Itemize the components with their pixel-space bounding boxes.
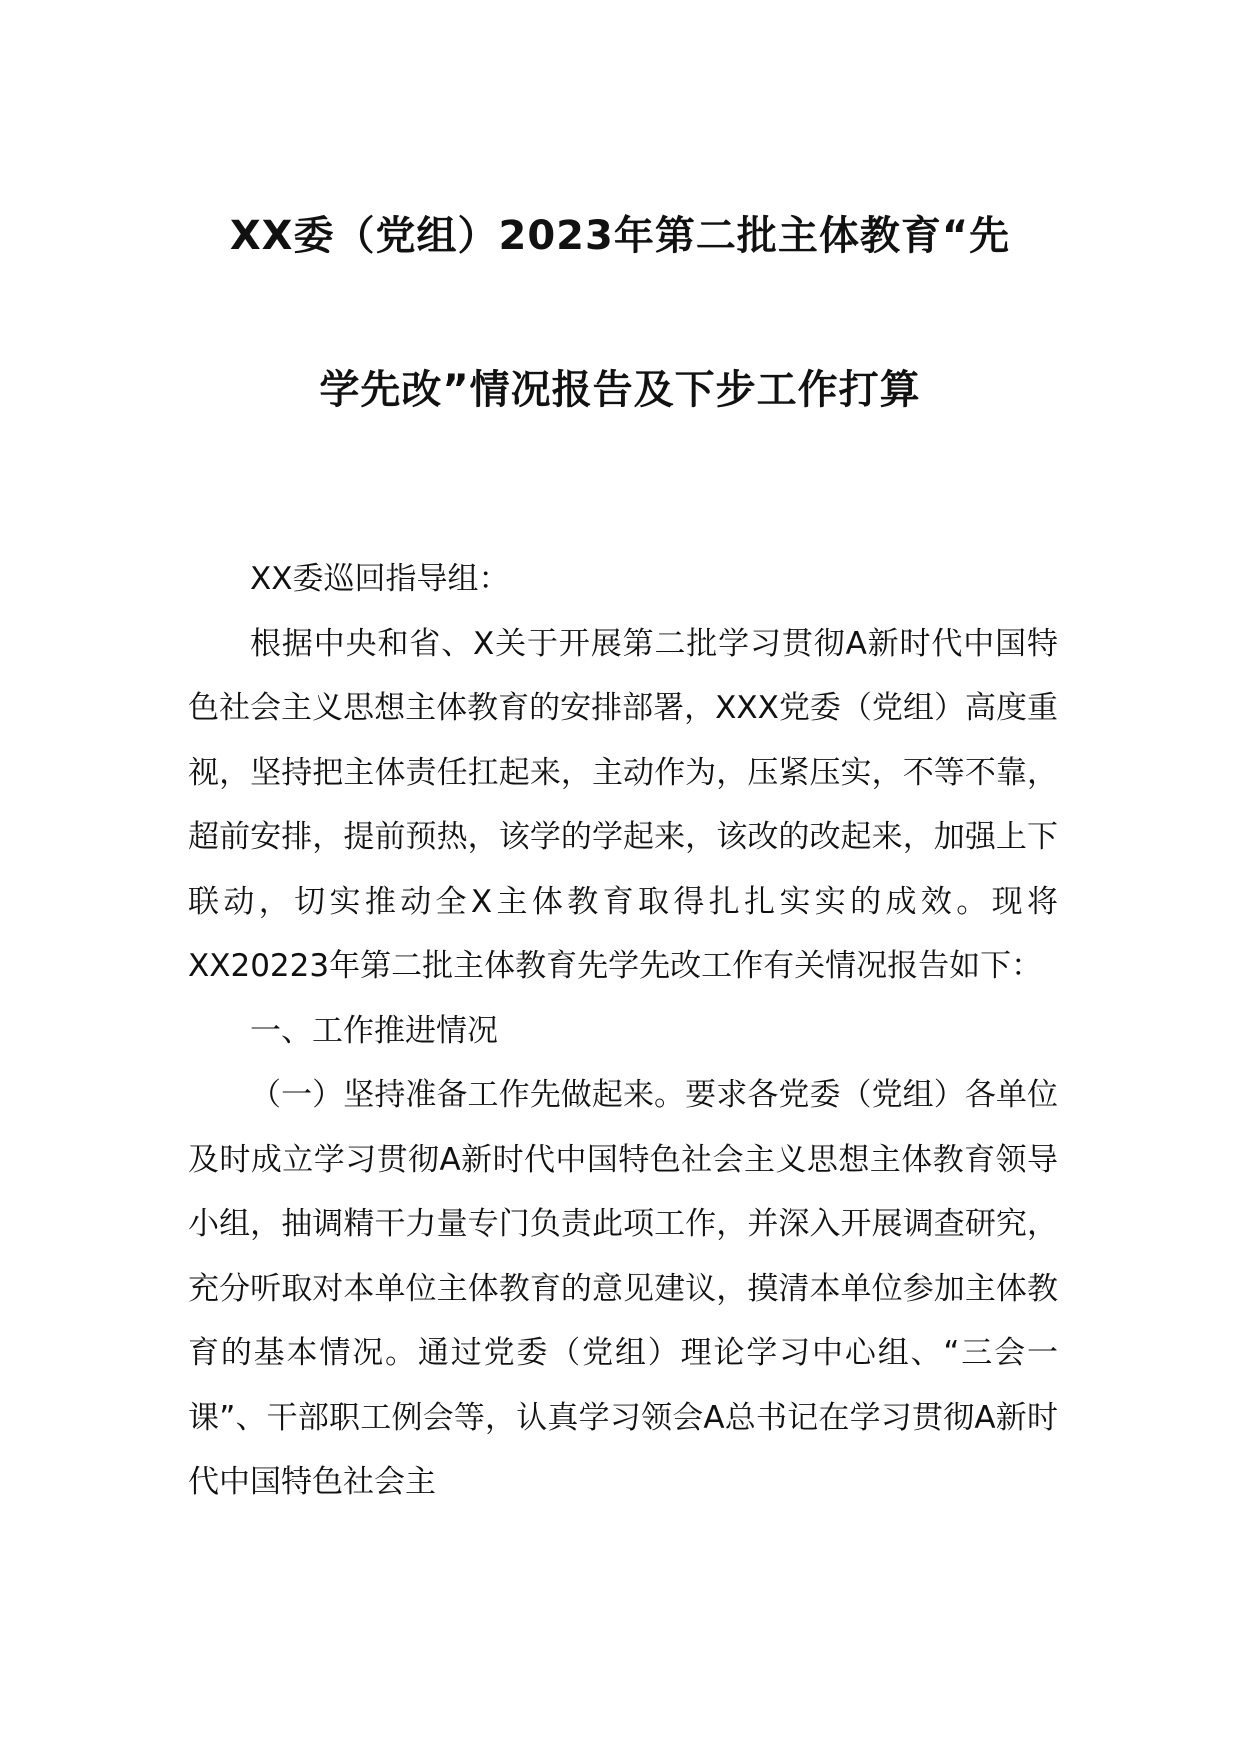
document-title-line-2: 学先改”情况报告及下步工作打算 [319, 367, 921, 413]
section-heading: 一、工作推进情况 [250, 1012, 498, 1049]
document-body [188, 547, 1058, 1515]
salutation: XX委巡回指导组： [250, 561, 510, 597]
paragraph-intro: 根据中央和省、X关于开展第二批学习贯彻A新时代中国特色社会主义思想主体教育的安排部署，XXX党委（党组）高度重视，坚持把主体责任扛起来，主动作为，压紧压实，不等不靠，超前安排，提前预热，该学的学起来，该改的改起来，加强上下联动，切实推动全X主体教育取得扎扎实实的成效。现将XX20223年第二批主体教育先学先改工作有关情况报告如下： [188, 625, 1058, 984]
paragraph-subsection-1: （一）坚持准备工作先做起来。要求各党委（党组）各单位及时成立学习贯彻A新时代中国特色社会主义思想主体教育领导小组，抽调精干力量专门负责此项工作，并深入开展调查研究，充分听取对本单位主体教育的意见建议，摸清本单位参加主体教育的基本情况。通过党委（党组）理论学习中心组、“三会一课”、干部职工例会等，认真学习领会A总书记在学习贯彻A新时代中国特色社会主 [188, 1077, 1058, 1500]
document-title-line-1: XX委（党组）2023年第二批主体教育“先 [229, 213, 1011, 259]
